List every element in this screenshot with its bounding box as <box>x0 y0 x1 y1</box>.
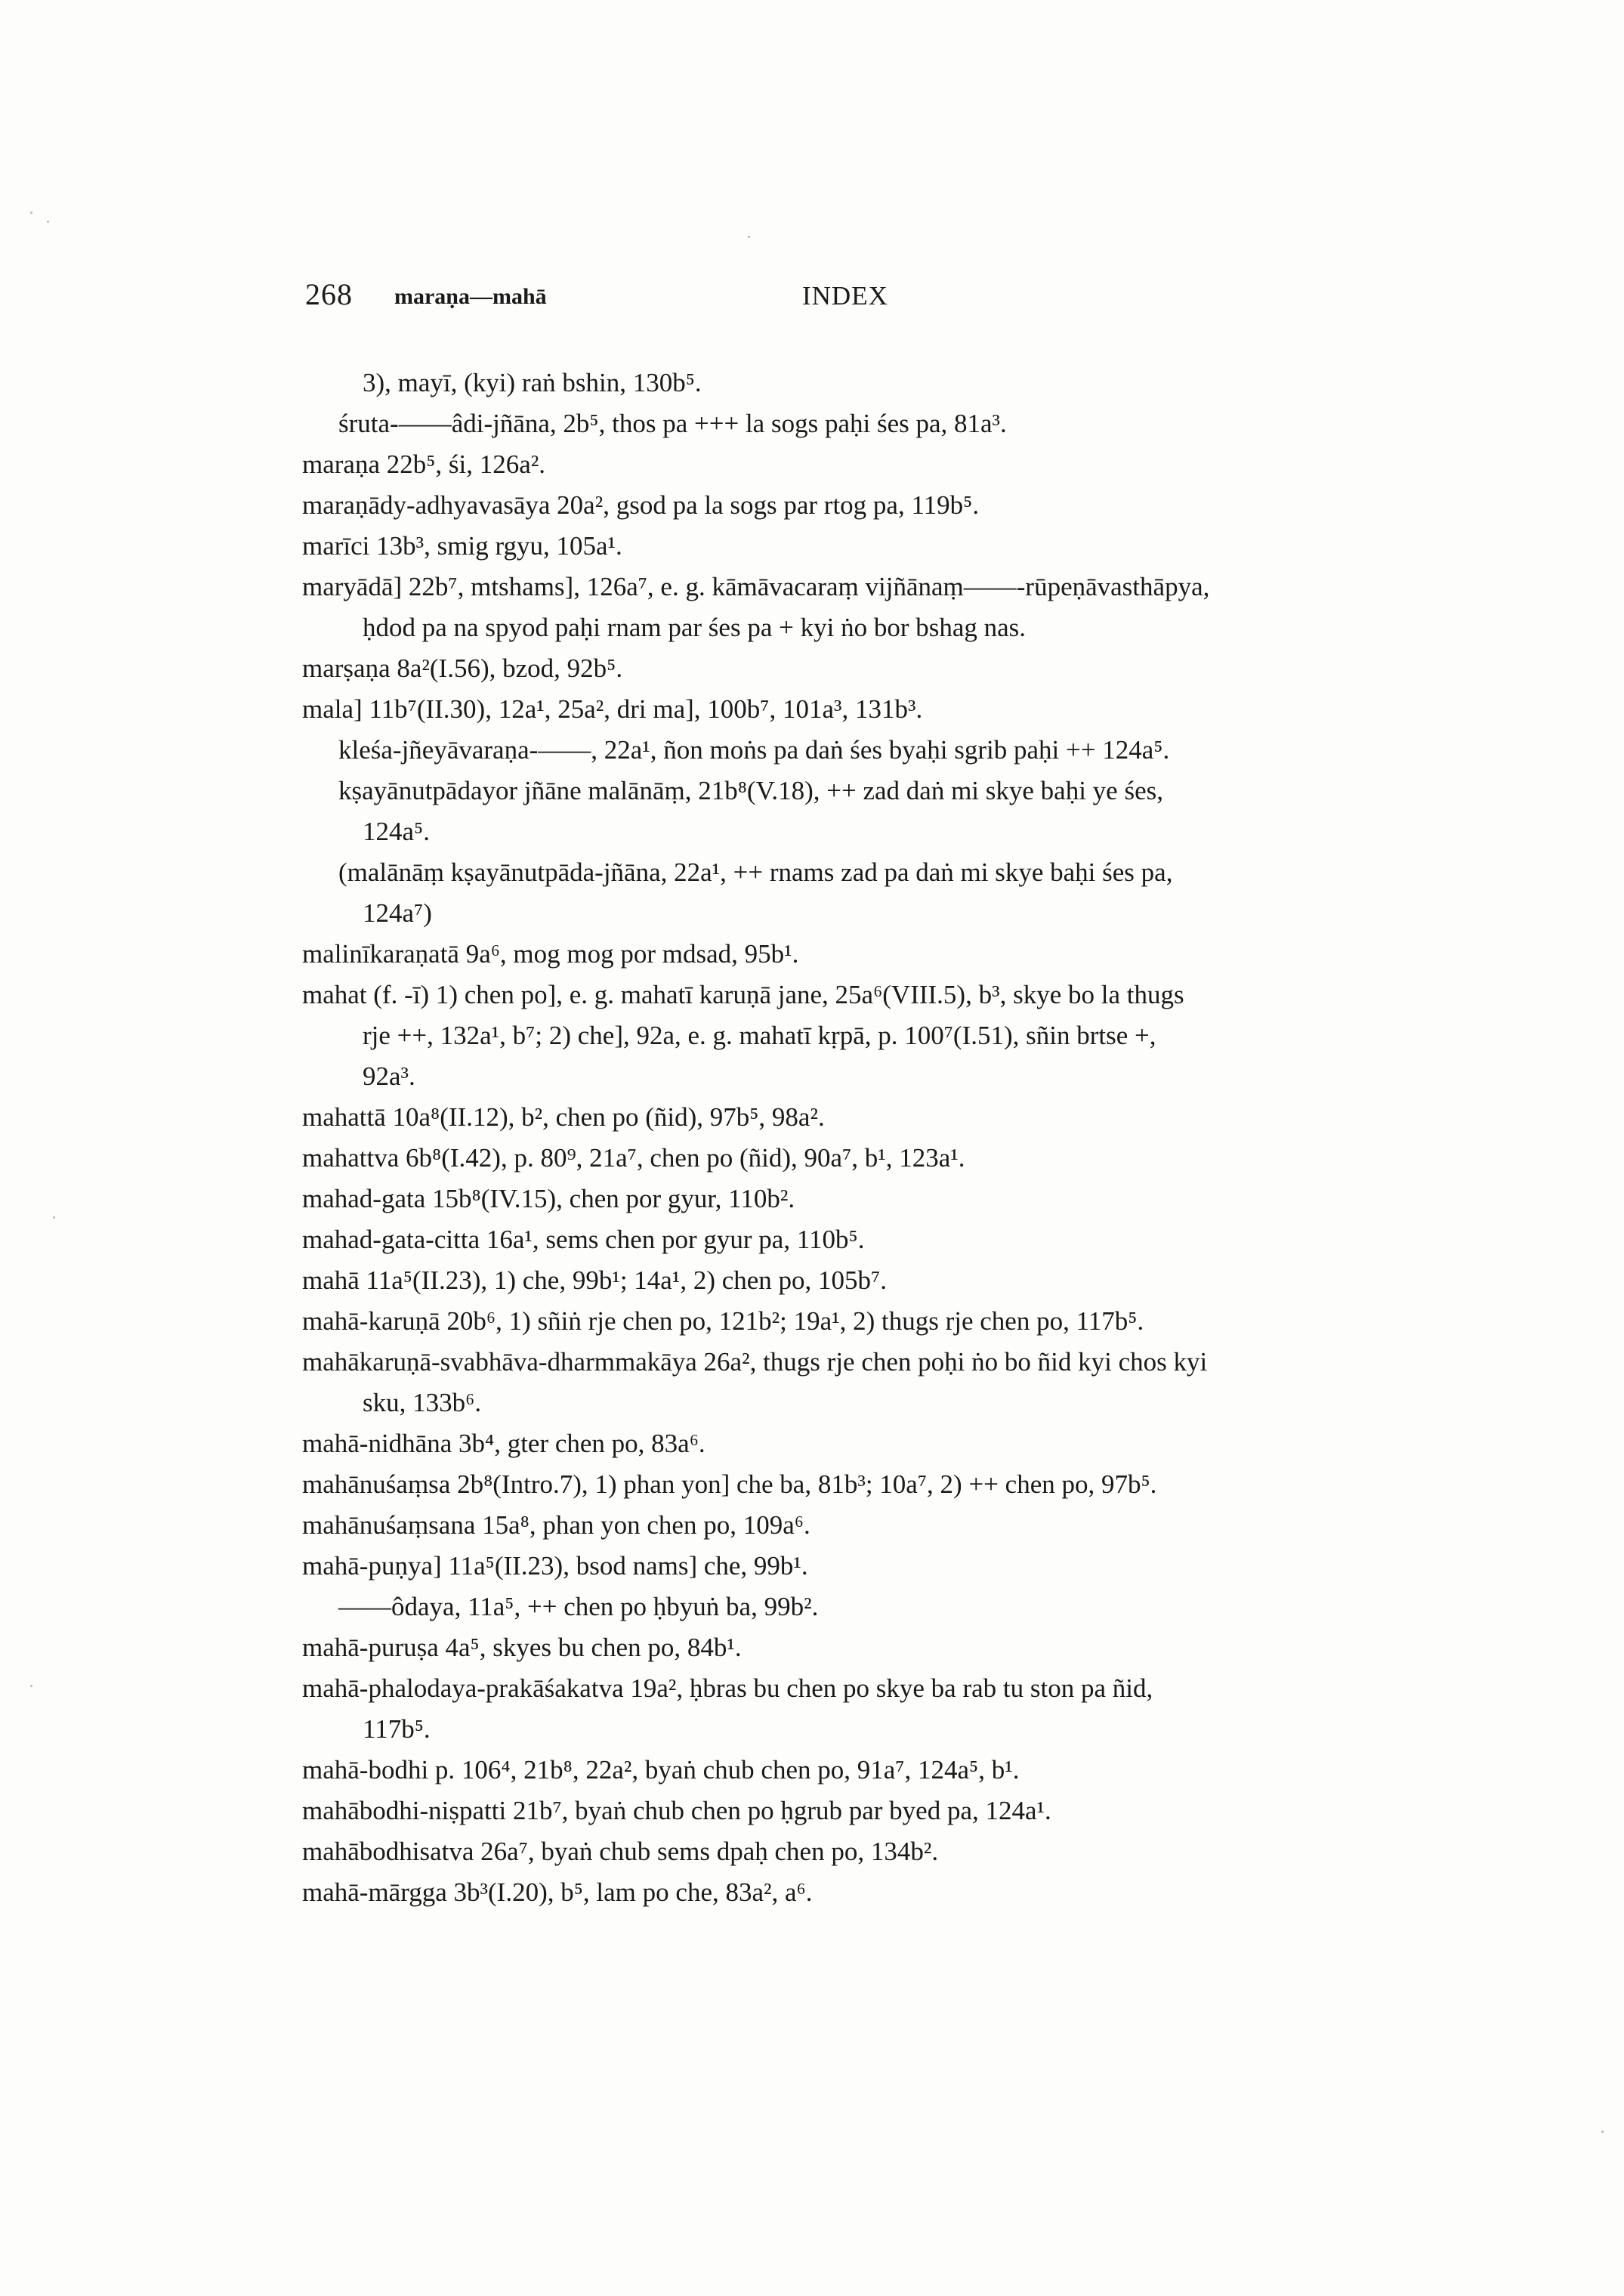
running-head: maraṇa—mahā <box>394 284 547 309</box>
index-line: mahānuśaṃsa 2b⁸(Intro.7), 1) phan yon] che ba, 81b³; 10a⁷, 2) ++ chen po, 97b⁵. <box>302 1469 1157 1499</box>
index-line: mahā-phalodaya-prakāśakatva 19a², ḥbras bu chen po skye ba rab tu ston pa ñid, <box>302 1673 1153 1703</box>
index-line: malinīkaraṇatā 9a⁶, mog mog por mdsad, 95b¹. <box>302 939 799 969</box>
index-line: 3), mayī, (kyi) raṅ bshin, 130b⁵. <box>363 368 702 397</box>
index-line: mahattā 10a⁸(II.12), b², chen po (ñid), 97b⁵, 98a². <box>302 1102 825 1132</box>
index-line: mahā-bodhi p. 106⁴, 21b⁸, 22a², byaṅ chub chen po, 91a⁷, 124a⁵, b¹. <box>302 1755 1020 1785</box>
index-line: mahā-karuṇā 20b⁶, 1) sñiṅ rje chen po, 121b²; 19a¹, 2) thugs rje chen po, 117b⁵. <box>302 1306 1144 1336</box>
index-line: 117b⁵. <box>363 1714 431 1744</box>
index-line: mahad-gata-citta 16a¹, sems chen por gyur pa, 110b⁵. <box>302 1225 865 1254</box>
index-line: śruta-——âdi-jñāna, 2b⁵, thos pa +++ la sogs paḥi śes pa, 81a³. <box>338 409 1007 438</box>
scan-speck <box>47 221 49 223</box>
index-line: maraṇa 22b⁵, śi, 126a². <box>302 450 546 479</box>
index-line: ḥdod pa na spyod paḥi rnam par śes pa + kyi ṅo bor bshag nas. <box>363 613 1027 642</box>
index-line: mahā 11a⁵(II.23), 1) che, 99b¹; 14a¹, 2) chen po, 105b⁷. <box>302 1265 887 1295</box>
index-line: 124a⁷) <box>363 898 432 928</box>
index-line: mahābodhi-niṣpatti 21b⁷, byaṅ chub chen po ḥgrub par byed pa, 124a¹. <box>302 1796 1051 1825</box>
index-line: rje ++, 132a¹, b⁷; 2) che], 92a, e. g. mahatī kṛpā, p. 100⁷(I.51), sñin brtse +, <box>363 1021 1156 1050</box>
index-line: marṣaṇa 8a²(I.56), bzod, 92b⁵. <box>302 654 623 683</box>
index-line: mahad-gata 15b⁸(IV.15), chen por gyur, 110b². <box>302 1184 795 1213</box>
index-line: mahākaruṇā-svabhāva-dharmmakāya 26a², thugs rje chen poḥi ṅo bo ñid kyi chos kyi <box>302 1347 1208 1377</box>
scan-speck <box>30 1685 32 1687</box>
index-line: mahābodhisatva 26a⁷, byaṅ chub sems dpaḥ chen po, 134b². <box>302 1837 939 1866</box>
page-header <box>305 277 1363 322</box>
index-line: mala] 11b⁷(II.30), 12a¹, 25a², dri ma], 100b⁷, 101a³, 131b³. <box>302 694 923 724</box>
index-line: mahā-mārgga 3b³(I.20), b⁵, lam po che, 83a², a⁶. <box>302 1877 813 1907</box>
scan-speck <box>748 236 750 238</box>
index-line: kṣayānutpādayor jñāne malānāṃ, 21b⁸(V.18), ++ zad daṅ mi skye baḥi ye śes, <box>338 776 1163 805</box>
scan-speck <box>30 212 32 214</box>
index-line: kleśa-jñeyāvaraṇa-——, 22a¹, ñon moṅs pa daṅ śes byaḥi sgrib paḥi ++ 124a⁵. <box>338 735 1170 765</box>
scan-speck <box>53 1216 55 1219</box>
index-line: sku, 133b⁶. <box>363 1388 482 1417</box>
scan-speck <box>1601 2131 1604 2133</box>
index-line: 92a³. <box>363 1061 415 1091</box>
index-line: mahā-puṇya] 11a⁵(II.23), bsod nams] che, 99b¹. <box>302 1551 808 1581</box>
index-line: mahānuśaṃsana 15a⁸, phan yon chen po, 109a⁶. <box>302 1510 810 1540</box>
index-line: (malānāṃ kṣayānutpāda-jñāna, 22a¹, ++ rnams zad pa daṅ mi skye baḥi śes pa, <box>338 858 1173 887</box>
index-line: mahā-puruṣa 4a⁵, skyes bu chen po, 84b¹. <box>302 1633 742 1662</box>
index-line: ——ôdaya, 11a⁵, ++ chen po ḥbyuṅ ba, 99b². <box>338 1592 819 1621</box>
index-line: mahat (f. -ī) 1) chen po], e. g. mahatī karuṇā jane, 25a⁶(VIII.5), b³, skye bo la thugs <box>302 980 1184 1009</box>
index-line: marīci 13b³, smig rgyu, 105a¹. <box>302 531 622 561</box>
index-line: mahattva 6b⁸(I.42), p. 80⁹, 21a⁷, chen po (ñid), 90a⁷, b¹, 123a¹. <box>302 1143 965 1173</box>
index-line: maraṇādy-adhyavasāya 20a², gsod pa la sogs par rtog pa, 119b⁵. <box>302 490 980 520</box>
index-line: mahā-nidhāna 3b⁴, gter chen po, 83a⁶. <box>302 1429 705 1458</box>
section-title: INDEX <box>802 281 888 311</box>
page-number: 268 <box>305 277 353 311</box>
index-line: 124a⁵. <box>363 817 430 846</box>
index-line: maryādā] 22b⁷, mtshams], 126a⁷, e. g. kāmāvacaraṃ vijñānaṃ——-rūpeṇāvasthāpya, <box>302 572 1210 601</box>
index-entries <box>302 363 1405 1913</box>
